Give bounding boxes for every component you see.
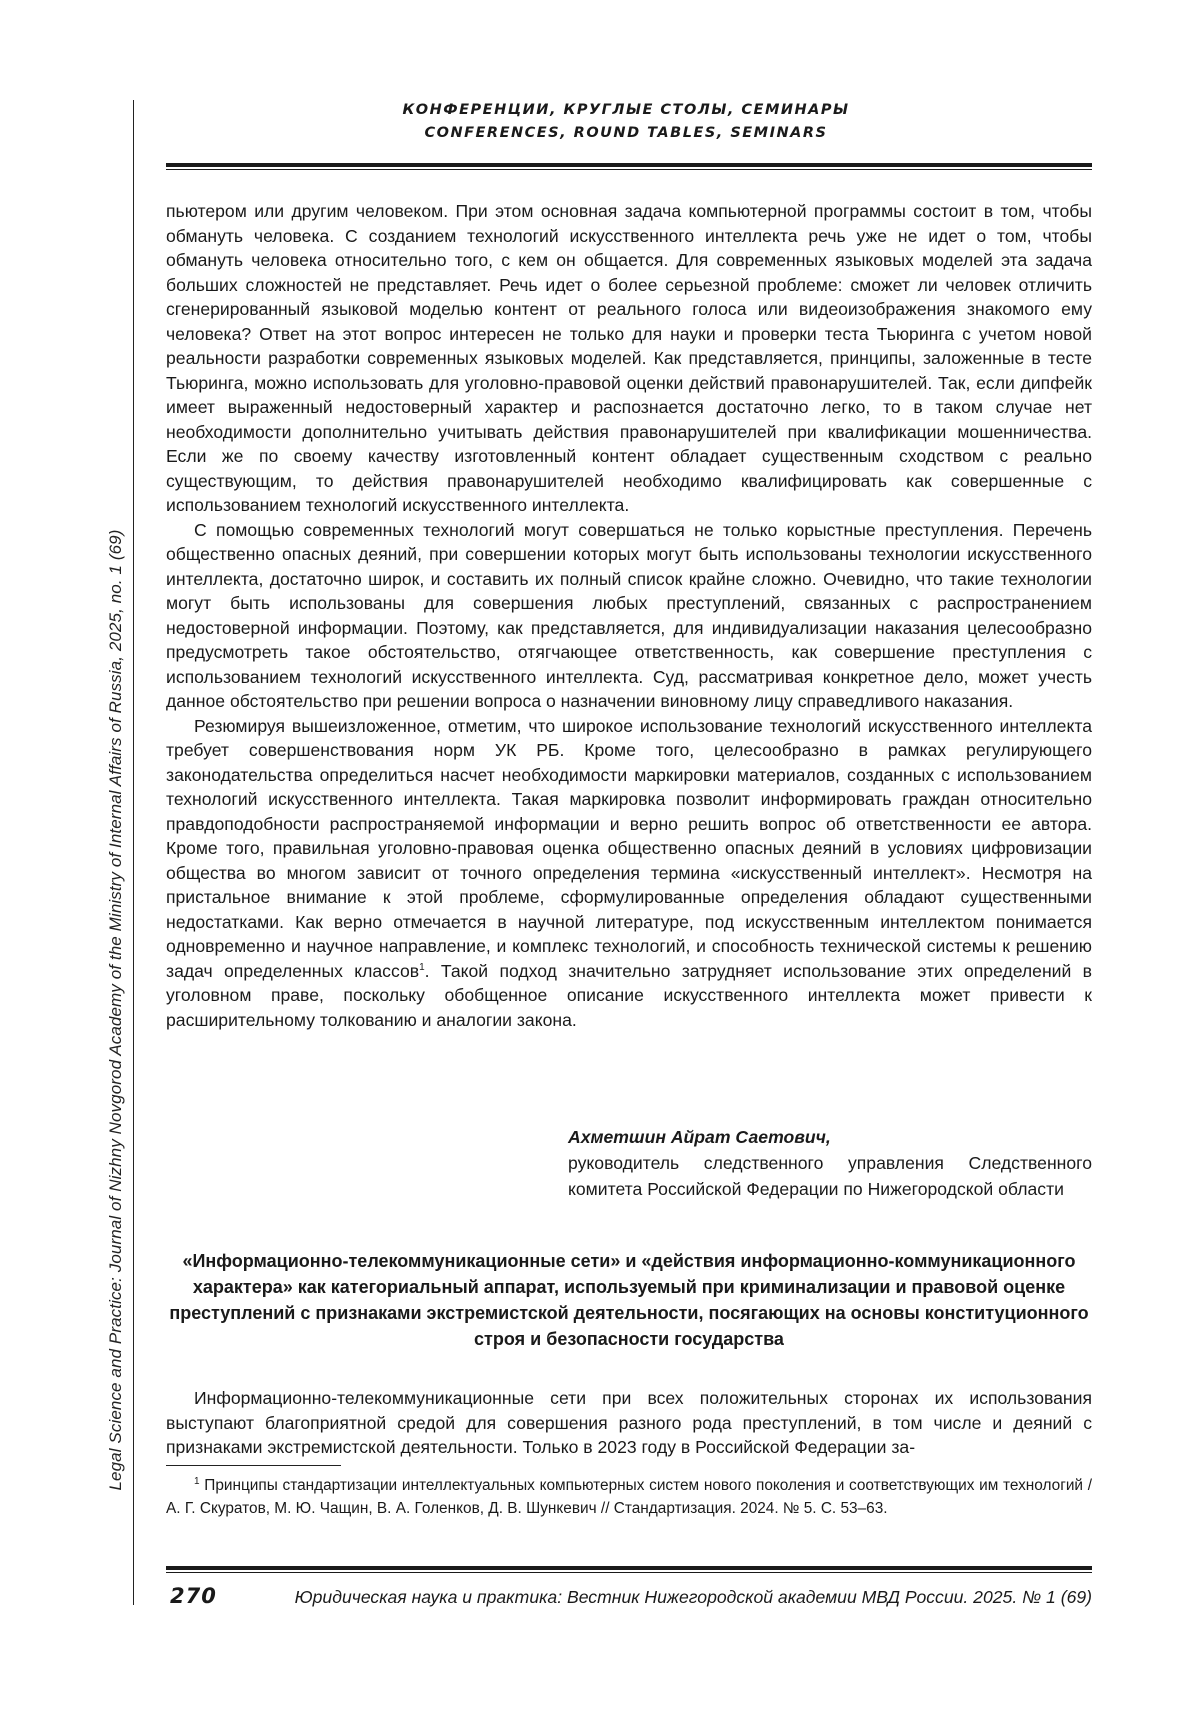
footnote-text: Принципы стандартизации интеллектуальных компьютерных систем нового поколения и соответствующих им технологий / А. Г. Скуратов, М. Ю. Чащин, В. А. Голенков, Д. В. Шункевич // Стандартизация. 2024. № 5. С. 53–63.	[166, 1477, 1092, 1517]
article-intro-block	[166, 1386, 1092, 1460]
article-intro: Информационно-телекоммуникационные сети при всех положительных сторонах их использования выступают благоприятной средой для совершения разного рода преступлений, в том числе и деяний с признаками экстремистской деятельности. Только в 2023 году в Российской Федерации за-	[166, 1388, 1092, 1457]
author-position: руководитель следственного управления Следственного комитета Российской Федерации по Нижегородской области	[568, 1153, 1092, 1199]
footer-rule-thin	[166, 1572, 1092, 1573]
body-paragraph-3	[166, 714, 1092, 1033]
main-text	[166, 199, 1092, 1032]
footnote-separator	[166, 1465, 341, 1466]
page-number: 270	[170, 1584, 217, 1608]
body-paragraph-1: пьютером или другим человеком. При этом основная задача компьютерной программы состоит в том, чтобы обмануть человека. С созданием технологий искусственного интеллекта речь уже не идет о том, чтобы обмануть человека относительно того, с кем он общается. Для современных языковых моделей эта задача больших сложностей не представляет. Речь идет о более серьезной проблеме: сможет ли человек отличить сгенерированный языковой моделью контент от реального голоса или видеоизображения знакомого ему человека? Ответ на этот вопрос интересен не только для науки и проверки теста Тьюринга с учетом новой реальности разработки современных языковых моделей. Как представляется, принципы, заложенные в тесте Тьюринга, можно использовать для уголовно-правовой оценки действий правонарушителей. Так, если дипфейк имеет выраженный недостоверный характер и распознается достаточно легко, то в таком случае нет необходимости дополнительно учитывать действия правонарушителей при квалификации мошенничества. Если же по своему качеству изготовленный контент обладает существенным сходством с реально существующим, то действия правонарушителей необходимо квалифицировать как совершенные с использованием технологий искусственного интеллекта.	[166, 201, 1092, 515]
author-name: Ахметшин Айрат Саетович,	[568, 1127, 831, 1147]
author-block	[568, 1124, 1092, 1202]
article-title: «Информационно-телекоммуникационные сети» и «действия информационно-коммуникационного характера» как категориальный аппарат, используемый при криминализации и правовой оценке преступлений с признаками экстремистской деятельности, посягающих на основы конституционного строя и безопасности государства	[169, 1251, 1089, 1349]
body-paragraph-3-part-b: . Такой подход значительно затрудняет использование этих определений в уголовном праве, поскольку обобщенное описание искусственного интеллекта может привести к расширительному толкованию и аналогии закона.	[166, 960, 1092, 1030]
running-header	[160, 99, 1092, 145]
footnote-mark: 1	[194, 1475, 200, 1487]
left-margin-rule	[133, 100, 134, 1605]
header-section-ru: КОНФЕРЕНЦИИ, КРУГЛЫЕ СТОЛЫ, СЕМИНАРЫ	[402, 102, 850, 118]
footer-rule-thick	[166, 1566, 1092, 1570]
footnote	[166, 1474, 1092, 1520]
footer-journal-title: Юридическая наука и практика: Вестник Нижегородской академии МВД России. 2025. № 1 (69)	[294, 1587, 1092, 1607]
footnote-reference[interactable]: 1	[419, 961, 425, 973]
side-journal-title: Legal Science and Practice: Journal of Nizhny Novgorod Academy of the Ministry of Internal Affairs of Russia, 2025, no. 1 (69)	[106, 529, 125, 1491]
body-paragraph-3-part-a: Резюмируя вышеизложенное, отметим, что широкое использование технологий искусственного интеллекта требует совершенствования норм УК РБ. Кроме того, целесообразно в рамках регулирующего законодательства определиться насчет необходимости маркировки материалов, созданных с использованием технологий искусственного интеллекта. Такая маркировка позволит информировать граждан относительно правдоподобности распространяемой информации и верно решить вопрос об ответственности ее автора. Кроме того, правильная уголовно-правовая оценка общественно опасных деяний в условиях цифровизации общества во многом зависит от точного определения термина «искусственный интеллект». Несмотря на пристальное внимание к этой проблеме, сформулированные определения обладают существенными недостатками. Как верно отмечается в научной литературе, под искусственным интеллектом понимается одновременно и научное направление, и комплекс технологий, и способность технической системы к решению задач определенных классов	[166, 715, 1092, 981]
body-paragraph-2: С помощью современных технологий могут совершаться не только корыстные преступления. Перечень общественно опасных деяний, при совершении которых могут быть использованы технологии искусственного интеллекта, достаточно широк, и составить их полный список крайне сложно. Очевидно, что такие технологии могут быть использованы для совершения любых преступлений, связанных с распространением недостоверной информации. Поэтому, как представляется, для индивидуализации наказания целесообразно предусмотреть такое обстоятельство, отягчающее ответственность, как совершение преступления с использованием технологий искусственного интеллекта. Суд, рассматривая конкретное дело, может учесть данное обстоятельство при решении вопроса о назначении виновному лицу справедливого наказания.	[166, 519, 1092, 711]
header-rule-thin	[166, 169, 1092, 170]
header-rule-thick	[166, 163, 1092, 167]
header-section-en: CONFERENCES, ROUND TABLES, SEMINARS	[424, 125, 828, 141]
